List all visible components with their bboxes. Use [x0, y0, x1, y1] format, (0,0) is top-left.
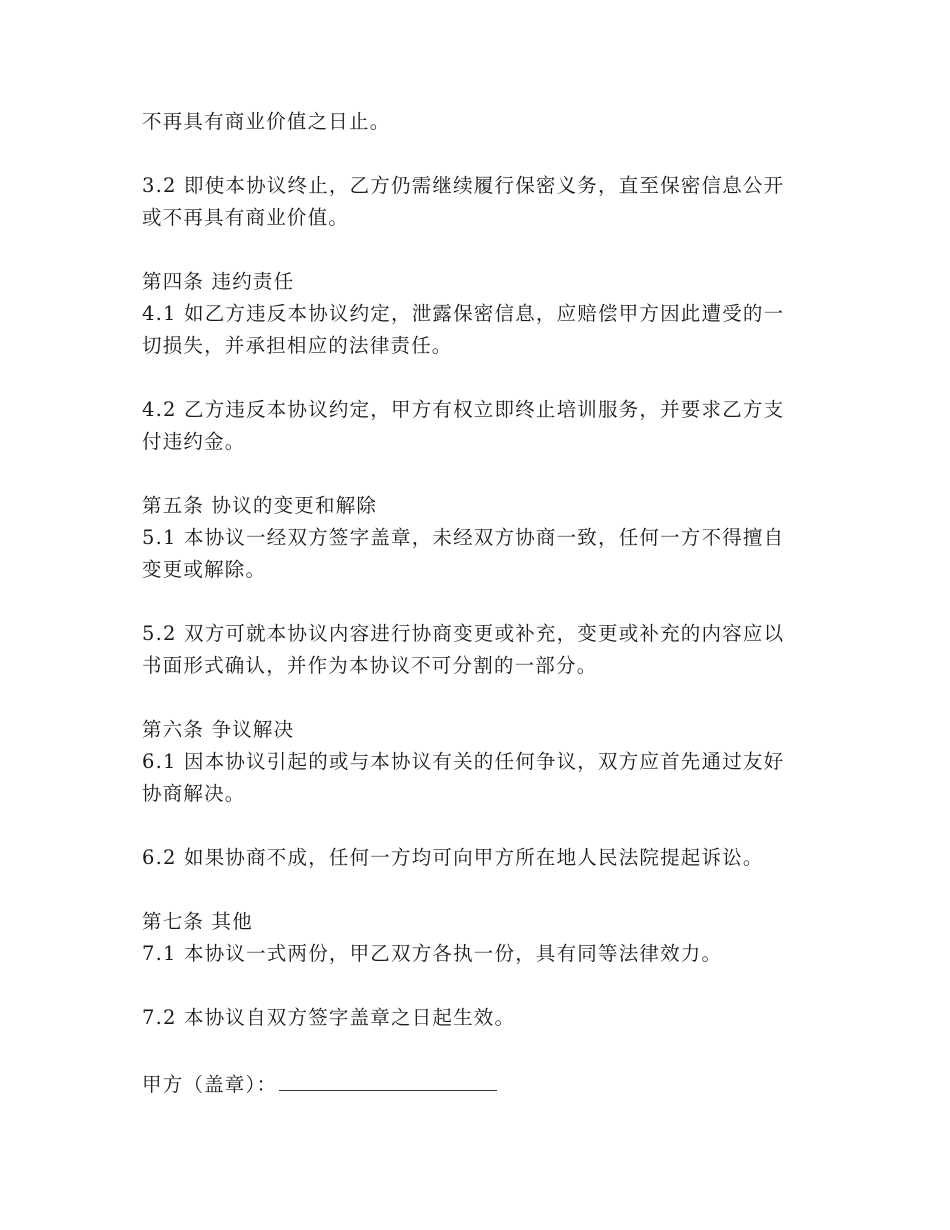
party-a-signature-line	[142, 1066, 802, 1101]
article-6-heading: 第六条 争议解决	[142, 718, 295, 741]
article-4-heading: 第四条 违约责任	[142, 270, 295, 293]
clause-3-1-continuation: 不再具有商业价值之日止。	[142, 110, 391, 133]
document-body	[142, 106, 802, 1133]
clause-7-2: 7.2 本协议自双方签字盖章之日起生效。	[142, 1006, 516, 1029]
clause-6-1: 6.1 因本协议引起的或与本协议有关的任何争议，双方应首先通过友好协商解决。	[142, 750, 785, 805]
clause-3-2: 3.2 即使本协议终止，乙方仍需继续履行保密义务，直至保密信息公开或不再具有商业价值。	[142, 174, 785, 229]
clause-4-1: 4.1 如乙方违反本协议约定，泄露保密信息，应赔偿甲方因此遭受的一切损失，并承担相应的法律责任。	[142, 302, 785, 357]
clause-7-1: 7.1 本协议一式两份，甲乙双方各执一份，具有同等法律效力。	[142, 942, 723, 965]
party-a-seal-label: 甲方（盖章）：	[142, 1073, 278, 1096]
article-7-heading: 第七条 其他	[142, 910, 253, 933]
article-5-heading: 第五条 协议的变更和解除	[142, 494, 378, 517]
clause-5-1: 5.1 本协议一经双方签字盖章，未经双方协商一致，任何一方不得擅自变更或解除。	[142, 526, 785, 581]
clause-4-2: 4.2 乙方违反本协议约定，甲方有权立即终止培训服务，并要求乙方支付违约金。	[142, 398, 785, 453]
party-a-signature-blank[interactable]	[279, 1066, 497, 1091]
clause-5-2: 5.2 双方可就本协议内容进行协商变更或补充，变更或补充的内容应以书面形式确认，并作为本协议不可分割的一部分。	[142, 622, 785, 677]
clause-6-2: 6.2 如果协商不成，任何一方均可向甲方所在地人民法院提起诉讼。	[142, 846, 764, 869]
